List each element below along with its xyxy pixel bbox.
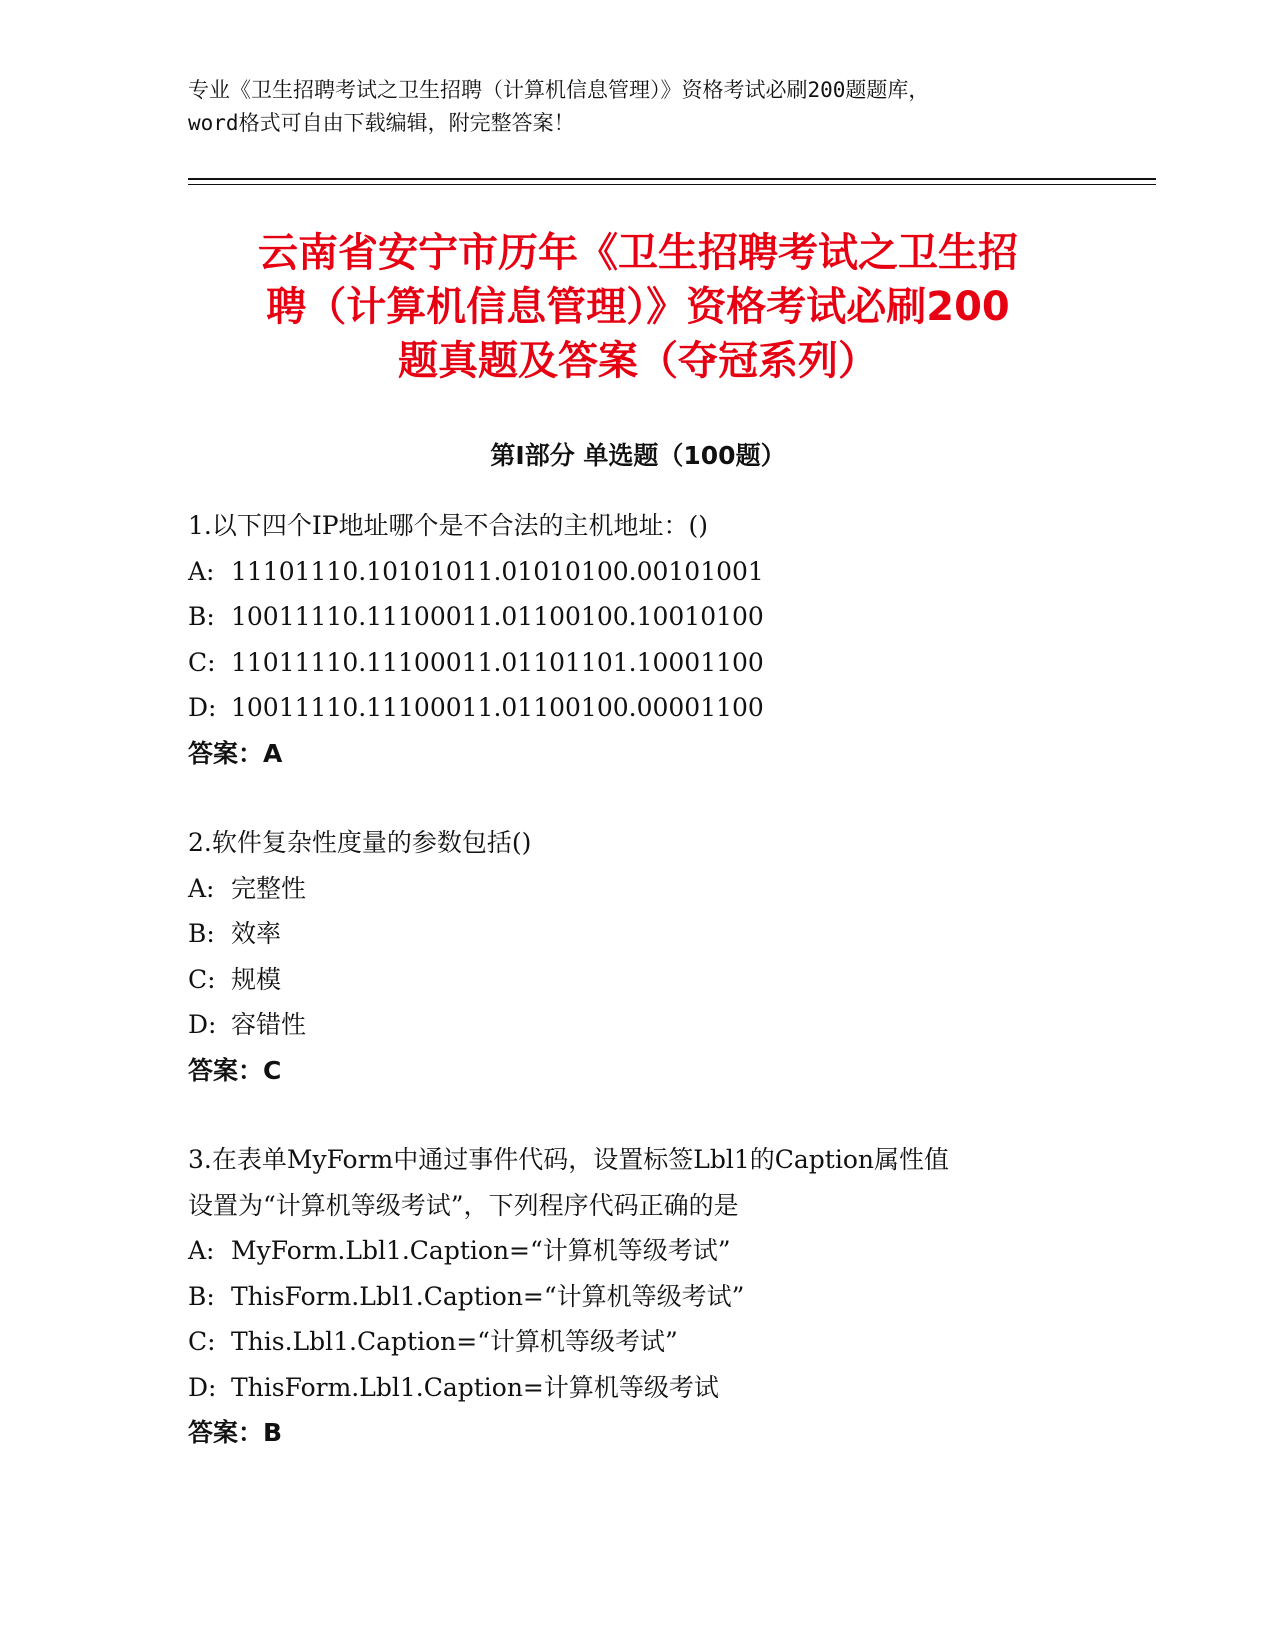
option-text: This.Lbl1.Caption=“计算机等级考试” — [231, 1327, 678, 1356]
option-letter: D: — [188, 693, 217, 722]
option-b — [188, 911, 1088, 957]
document-title — [188, 226, 1088, 388]
option-text: MyForm.Lbl1.Caption=“计算机等级考试” — [231, 1236, 731, 1265]
option-letter: B: — [188, 919, 215, 948]
option-b — [188, 1274, 1088, 1320]
document-title-line: 聘（计算机信息管理）》资格考试必刷200 — [266, 284, 1010, 330]
header-divider-thick — [188, 178, 1156, 180]
option-letter: C: — [188, 647, 216, 677]
option-letter: A: — [188, 1236, 215, 1265]
option-d — [188, 1365, 1088, 1411]
option-letter: A: — [188, 873, 215, 903]
question-stem: 设置为“计算机等级考试”，下列程序代码正确的是 — [188, 1190, 739, 1220]
option-a — [188, 866, 1088, 912]
option-b — [188, 594, 1088, 640]
header-note — [188, 74, 1088, 140]
answer-line: 答案：C — [188, 1055, 282, 1085]
option-text: 效率 — [231, 919, 282, 948]
option-d — [188, 1002, 1088, 1048]
document-title-line: 题真题及答案（夺冠系列） — [398, 338, 878, 384]
option-text: 10011110.11100011.01100100.10010100 — [231, 602, 764, 631]
option-c — [188, 1319, 1088, 1365]
document-title-line: 云南省安宁市历年《卫生招聘考试之卫生招 — [258, 230, 1018, 276]
header-divider-thin — [188, 184, 1156, 185]
option-text: 容错性 — [231, 1010, 307, 1039]
option-letter: C: — [188, 964, 216, 994]
option-text: 11101110.10101011.01010100.00101001 — [231, 556, 764, 586]
header-note-line: word格式可自由下载编辑，附完整答案！ — [188, 111, 575, 135]
option-text: ThisForm.Lbl1.Caption=“计算机等级考试” — [231, 1281, 745, 1311]
option-text: 11011110.11100011.01101101.10001100 — [231, 647, 764, 677]
option-letter: D: — [188, 1010, 217, 1039]
option-d — [188, 685, 1088, 731]
option-letter: C: — [188, 1327, 216, 1356]
question-block — [188, 503, 1088, 776]
option-text: 规模 — [231, 964, 282, 994]
section-title: 第Ⅰ部分 单选题（100题） — [490, 441, 786, 470]
question-block — [188, 1137, 1088, 1456]
option-text: 10011110.11100011.01100100.00001100 — [231, 693, 764, 722]
answer-line: 答案：A — [188, 738, 283, 768]
header-note-line: 专业《卫生招聘考试之卫生招聘（计算机信息管理）》资格考试必刷200题题库， — [188, 78, 930, 102]
question-stem: 2.软件复杂性度量的参数包括() — [188, 828, 532, 857]
option-letter: A: — [188, 556, 215, 586]
option-letter: B: — [188, 602, 215, 631]
option-c — [188, 957, 1088, 1003]
option-text: ThisForm.Lbl1.Caption=计算机等级考试 — [231, 1372, 719, 1402]
option-letter: B: — [188, 1281, 215, 1311]
question-block — [188, 820, 1088, 1093]
option-a — [188, 1228, 1088, 1274]
question-stem: 1.以下四个IP地址哪个是不合法的主机地址：() — [188, 511, 709, 540]
option-text: 完整性 — [231, 873, 307, 903]
question-stem: 3.在表单MyForm中通过事件代码，设置标签Lbl1的Caption属性值 — [188, 1145, 950, 1174]
answer-line: 答案：B — [188, 1418, 283, 1447]
option-letter: D: — [188, 1372, 217, 1402]
option-c — [188, 640, 1088, 686]
option-a — [188, 549, 1088, 595]
